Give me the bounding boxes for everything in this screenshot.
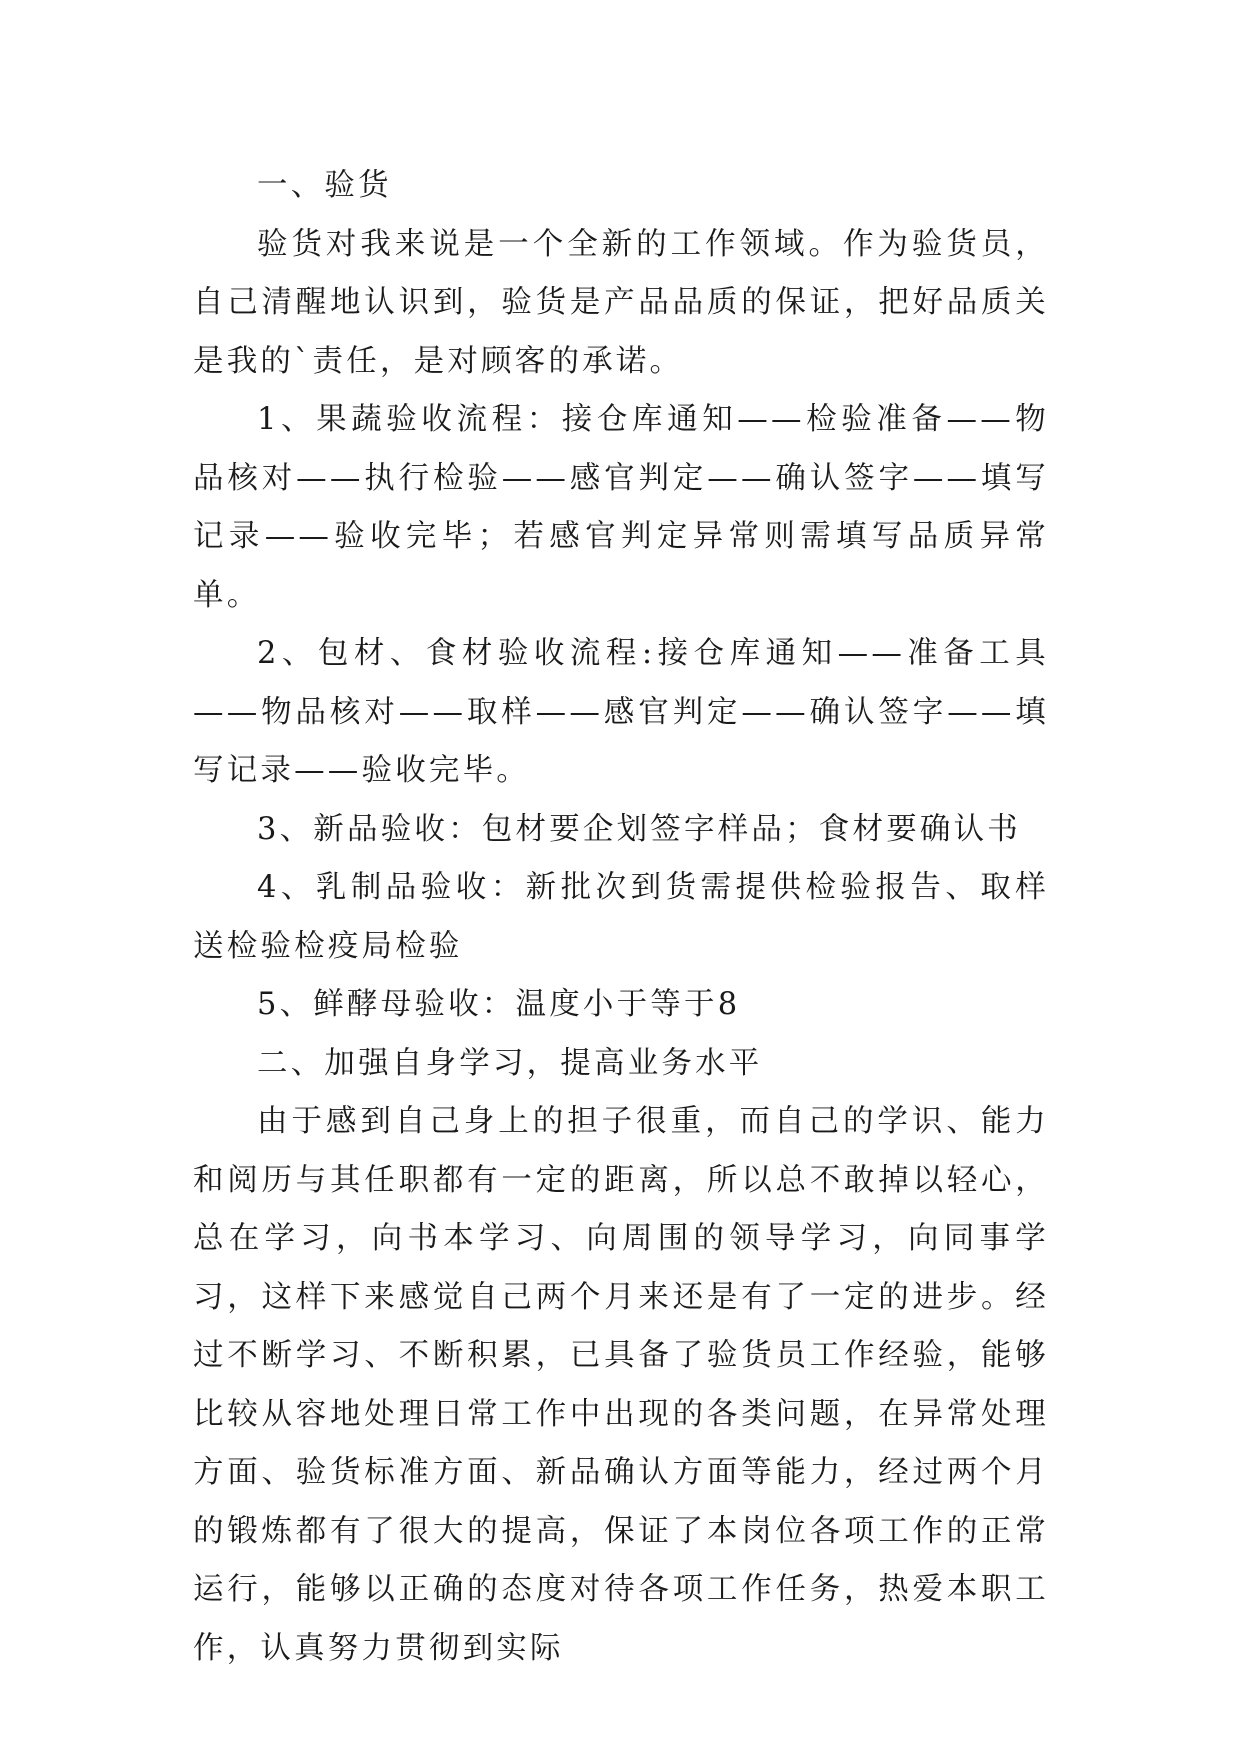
paragraph-packaging-process: 2、包材、食材验收流程:接仓库通知——准备工具——物品核对——取样——感官判定——确认签字——填写记录——验收完毕。 <box>193 636 1049 788</box>
document-body <box>193 157 1049 1678</box>
paragraph-yeast: 5、鲜酵母验收：温度小于等于8 <box>257 987 741 1022</box>
paragraph-learning: 由于感到自己身上的担子很重，而自己的学识、能力和阅历与其任职都有一定的距离，所以总不敢掉以轻心，总在学习，向书本学习、向周围的领导学习，向同事学习，这样下来感觉自己两个月来还是有了一定的进步。经过不断学习、不断积累，已具备了验货员工作经验，能够比较从容地处理日常工作中出现的各类问题，在异常处理方面、验货标准方面、新品确认方面等能力，经过两个月的锻炼都有了很大的提高，保证了本岗位各项工作的正常运行，能够以正确的态度对待各项工作任务，热爱本职工作，认真努力贯彻到实际 <box>193 1104 1049 1666</box>
section-heading-learning: 二、加强自身学习，提高业务水平 <box>257 1045 763 1081</box>
section-heading-inspection: 一、验货 <box>257 168 392 203</box>
paragraph-produce-process: 1、果蔬验收流程：接仓库通知——检验准备——物品核对——执行检验——感官判定——确认签字——填写记录——验收完毕；若感官判定异常则需填写品质异常单。 <box>193 402 1049 613</box>
paragraph-intro: 验货对我来说是一个全新的工作领域。作为验货员，自己清醒地认识到，验货是产品品质的保证，把好品质关是我的`责任，是对顾客的承诺。 <box>193 226 1049 379</box>
paragraph-dairy: 4、乳制品验收：新批次到货需提供检验报告、取样送检验检疫局检验 <box>193 870 1049 964</box>
paragraph-new-product: 3、新品验收：包材要企划签字样品；食材要确认书 <box>257 811 1022 847</box>
